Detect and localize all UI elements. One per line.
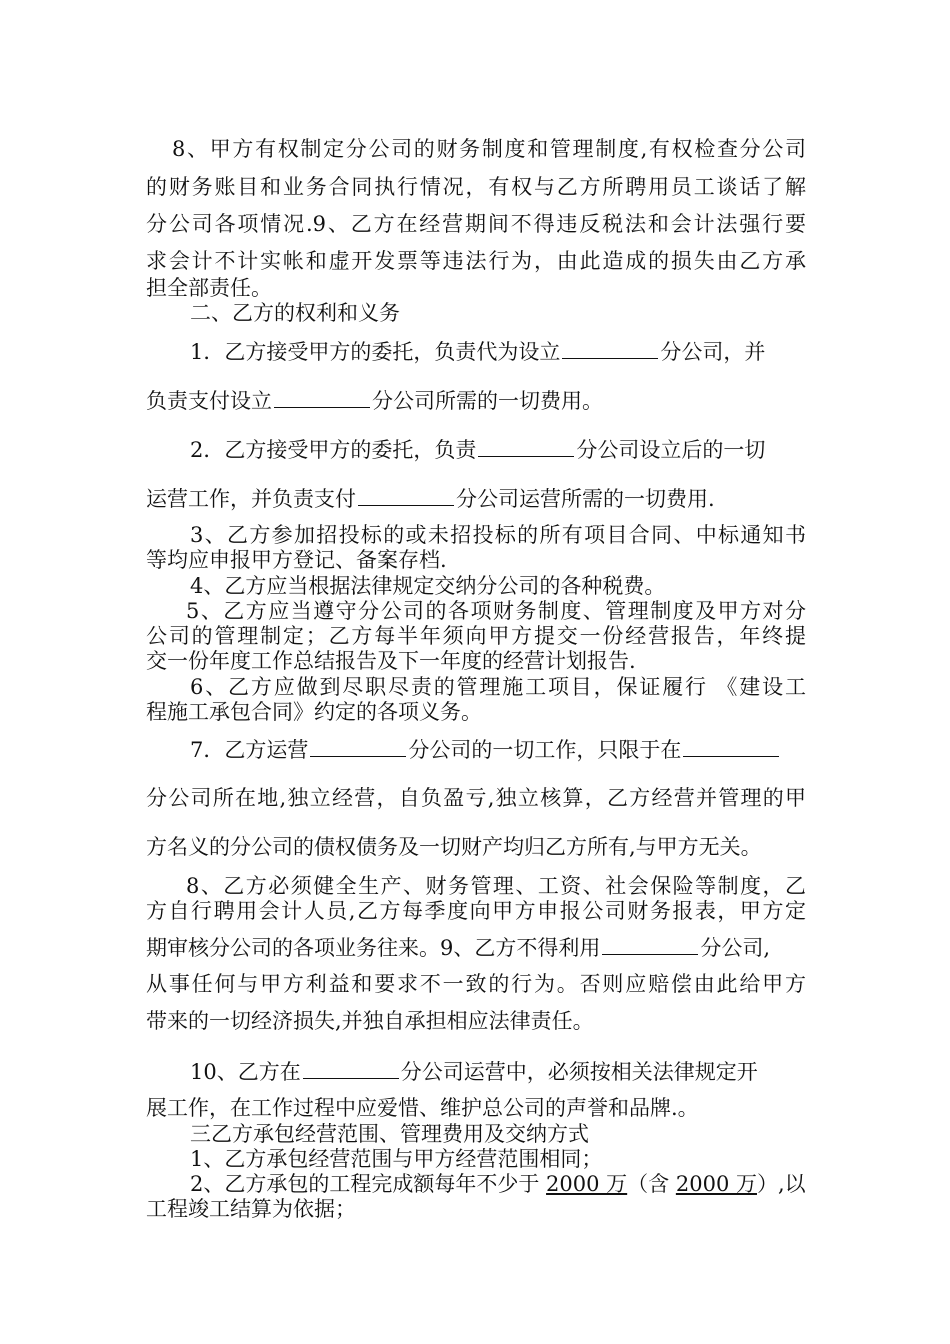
clause-7-text-a: 7．乙方运营 <box>190 738 309 762</box>
clause-2-text-d: 分公司运营所需的一切费用. <box>456 487 715 511</box>
clause-8-text-a: 期审核分公司的各项业务往来。9、乙方不得利用 <box>146 936 601 960</box>
clause-8-text-b: 分公司, <box>700 936 771 960</box>
clause-8-line-4: 从事任何与甲方利益和要求不一致的行为。否则应赔偿由此给甲方 <box>146 972 806 996</box>
amount-underlined: 2000 万 <box>546 1172 628 1196</box>
clause-3-line-2: 等均应申报甲方登记、备案存档. <box>146 548 447 572</box>
para-8-line-5: 担全部责任。 <box>146 276 272 300</box>
blank-field <box>683 736 779 757</box>
clause-5-line-3: 交一份年度工作总结报告及下一年度的经营计划报告. <box>146 649 636 673</box>
clause-7-line-3: 方名义的分公司的债权债务及一切财产均归乙方所有,与甲方无关。 <box>146 835 762 859</box>
clause-2-line-2 <box>146 485 715 512</box>
blank-field <box>562 338 658 359</box>
scope-clause-2-line-2: 工程竣工结算为依据； <box>146 1197 356 1221</box>
clause-3-line-1: 3、乙方参加招投标的或未招投标的所有项目合同、中标通知书 <box>190 523 806 547</box>
clause-7-line-2: 分公司所在地,独立经营，自负盈亏,独立核算，乙方经营并管理的甲 <box>146 786 806 810</box>
clause-2-text-c: 运营工作，并负责支付 <box>146 487 356 511</box>
scope-clause-2-text-c: ）,以 <box>756 1172 806 1196</box>
clause-7-text-b: 分公司的一切工作，只限于在 <box>408 738 682 762</box>
clause-8-line-1: 8、乙方必须健全生产、财务管理、工资、社会保险等制度，乙 <box>186 874 806 898</box>
clause-8-line-5: 带来的一切经济损失,并独自承担相应法律责任。 <box>146 1009 594 1033</box>
clause-5-line-2: 公司的管理制定；乙方每半年须向甲方提交一份经营报告，年终提 <box>146 624 806 648</box>
clause-2-text-a: 2．乙方接受甲方的委托，负责 <box>190 438 477 462</box>
scope-clause-2-text-a: 2、乙方承包的工程完成额每年不少于 <box>190 1172 547 1196</box>
clause-10-text-a: 10、乙方在 <box>190 1060 301 1084</box>
blank-field <box>310 736 406 757</box>
blank-field <box>358 485 454 506</box>
section-heading-3: 三乙方承包经营范围、管理费用及交纳方式 <box>190 1122 589 1146</box>
clause-8-line-3 <box>146 934 770 961</box>
clause-1-text-d: 分公司所需的一切费用。 <box>372 389 603 413</box>
clause-1-line-2 <box>146 387 603 414</box>
clause-1-text-a: 1．乙方接受甲方的委托，负责代为设立 <box>190 340 561 364</box>
para-8-line-1: 8、甲方有权制定分公司的财务制度和管理制度,有权检查分公司 <box>172 137 806 161</box>
section-heading-2: 二、乙方的权利和义务 <box>190 301 400 325</box>
clause-2-text-b: 分公司设立后的一切 <box>576 438 766 462</box>
amount-underlined: 2000 万 <box>675 1172 757 1196</box>
para-8-line-3: 分公司各项情况.9、乙方在经营期间不得违反税法和会计法强行要 <box>146 212 806 236</box>
clause-2-line-1 <box>190 436 765 463</box>
para-8-line-2: 的财务账目和业务合同执行情况，有权与乙方所聘用员工谈话了解 <box>146 175 806 199</box>
scope-clause-2-line-1 <box>190 1171 806 1197</box>
clause-1-text-c: 负责支付设立 <box>146 389 272 413</box>
clause-10-line-2: 展工作，在工作过程中应爱惜、维护总公司的声誉和品牌.。 <box>146 1096 699 1120</box>
para-8-line-4: 求会计不计实帐和虚开发票等违法行为，由此造成的损失由乙方承 <box>146 249 806 273</box>
blank-field <box>303 1058 399 1079</box>
clause-4: 4、乙方应当根据法律规定交纳分公司的各种税费。 <box>190 574 666 598</box>
blank-field <box>274 387 370 408</box>
blank-field <box>602 934 698 955</box>
clause-6-line-1: 6、乙方应做到尽职尽责的管理施工项目，保证履行 《建设工 <box>190 675 806 699</box>
scope-clause-1: 1、乙方承包经营范围与甲方经营范围相同； <box>190 1147 603 1171</box>
clause-1-line-1 <box>190 338 765 365</box>
scope-clause-2-text-b: （含 <box>627 1172 676 1196</box>
clause-10-line-1 <box>190 1058 758 1085</box>
clause-5-line-1: 5、乙方应当遵守分公司的各项财务制度、管理制度及甲方对分 <box>186 599 806 623</box>
blank-field <box>478 436 574 457</box>
clause-8-line-2: 方自行聘用会计人员,乙方每季度向甲方申报公司财务报表，甲方定 <box>146 899 806 923</box>
clause-1-text-b: 分公司，并 <box>660 340 766 364</box>
clause-7-line-1 <box>190 736 781 763</box>
clause-6-line-2: 程施工承包合同》约定的各项义务。 <box>146 700 482 724</box>
clause-10-text-b: 分公司运营中，必须按相关法律规定开 <box>400 1060 758 1084</box>
